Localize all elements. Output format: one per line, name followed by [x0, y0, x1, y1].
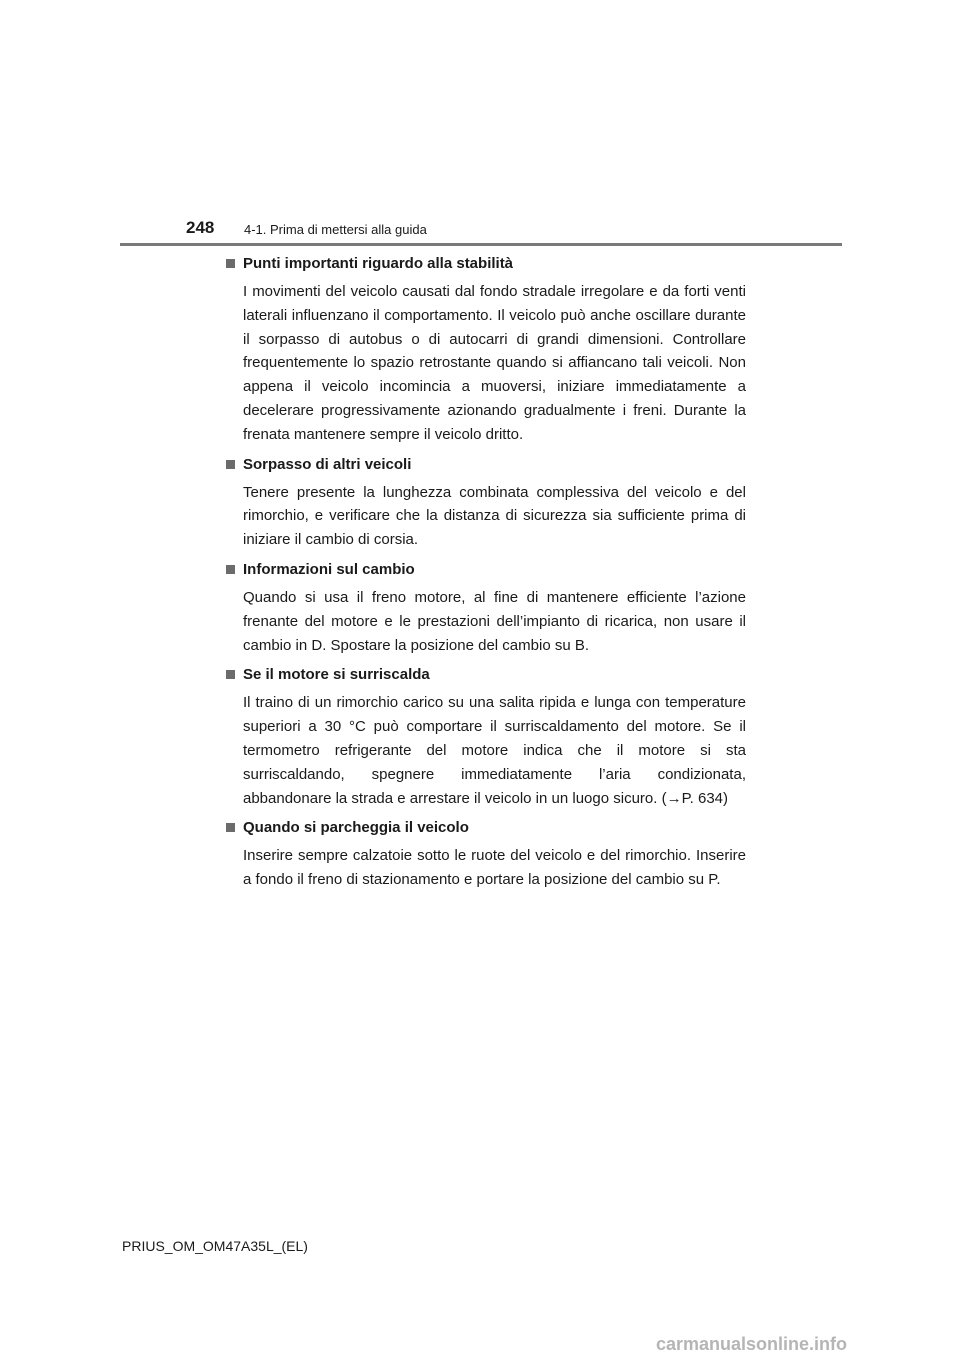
section-body: I movimenti del veicolo causati dal fondo stradale irregolare e da forti venti laterali influenzano il comportamento. Il veicolo può anche oscillare durante il sorpasso di autobus o di autocarri di grandi dimensioni. Controllare frequentemente lo spazio retrostante quando si affiancano tali veicoli. Non appena il veicolo incomincia a muoversi, iniziare immediatamente a decelerare progressivamente azionando gradualmente i freni. Durante la frenata mantenere sempre il veicolo dritto. — [243, 283, 746, 443]
section-heading — [226, 558, 746, 582]
section-body: Inserire sempre calzatoie sotto le ruote del veicolo e del rimorchio. Inserire a fondo il freno di stazionamento e portare la posizione del cambio su P. — [243, 847, 746, 889]
section-overtaking — [226, 453, 746, 552]
square-bullet-icon — [226, 259, 235, 268]
section-heading — [226, 453, 746, 477]
section-heading-text: Se il motore si surriscalda — [243, 666, 430, 684]
header-divider — [120, 243, 842, 246]
watermark: carmanualsonline.info — [656, 1334, 848, 1354]
section-parking — [226, 816, 746, 892]
section-title: 4-1. Prima di mettersi alla guida — [244, 222, 427, 237]
section-body: Tenere presente la lunghezza combinata complessiva del veicolo e del rimorchio, e verificare che la distanza di sicurezza sia sufficiente prima di iniziare il cambio di corsia. — [243, 483, 746, 549]
section-stability — [226, 252, 746, 447]
section-gearbox — [226, 558, 746, 657]
section-heading-text: Punti importanti riguardo alla stabilità — [243, 255, 514, 272]
page-number: 248 — [186, 218, 215, 237]
section-heading — [226, 252, 746, 276]
section-body: Il traino di un rimorchio carico su una salita ripida e lunga con temperature superiori a 30 °C può comportare il surriscaldamento del motore. Se il termometro refrigerante del motore indica che il motore si sta surriscaldando, spegnere immediatamente l’aria condizionata, abbandonare la strada e arrestare il veicolo in un luogo sicuro. (→P. 634) — [243, 694, 746, 807]
section-heading-text: Sorpasso di altri veicoli — [243, 455, 412, 473]
section-heading — [226, 816, 746, 840]
section-heading-text: Quando si parcheggia il veicolo — [243, 819, 469, 837]
document-code: PRIUS_OM_OM47A35L_(EL) — [122, 1238, 308, 1254]
page-content — [226, 252, 746, 892]
square-bullet-icon — [226, 565, 235, 574]
section-overheating — [226, 663, 746, 810]
section-body: Quando si usa il freno motore, al fine di mantenere efficiente l’azione frenante del motore e le prestazioni dell’impianto di ricarica, non usare il cambio in D. Spostare la posizione del cambio su B. — [243, 588, 746, 654]
square-bullet-icon — [226, 823, 235, 832]
square-bullet-icon — [226, 460, 235, 469]
square-bullet-icon — [226, 670, 235, 679]
section-heading-text: Informazioni sul cambio — [243, 560, 415, 578]
section-heading — [226, 663, 746, 687]
